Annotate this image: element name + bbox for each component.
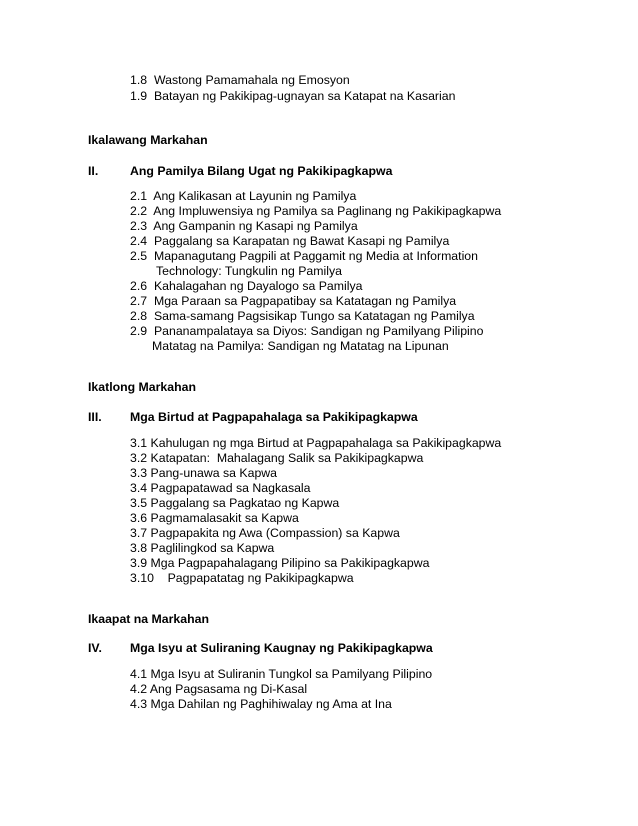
list-item [130, 481, 311, 496]
item-text: Ang Impluwensiya ng Pamilya sa Paglinang ng Pakikipagkapwa [153, 204, 502, 218]
item-text: Paglilingkod sa Kapwa [150, 541, 275, 555]
item-number: 3.3 [130, 466, 148, 480]
quarter-heading: Ikalawang Markahan [88, 133, 208, 147]
item-text: Katapatan: Mahalagang Salik sa Pakikipagkapwa [150, 451, 424, 465]
unit-title: Ang Pamilya Bilang Ugat ng Pakikipagkapwa [130, 164, 393, 178]
item-number: 4.2 [130, 682, 148, 696]
list-item [130, 309, 475, 324]
list-item [130, 294, 456, 309]
item-number: 4.1 [130, 667, 148, 681]
item-number: 2.6 [130, 279, 148, 293]
list-item [130, 73, 350, 88]
item-text: Pang-unawa sa Kapwa [150, 466, 278, 480]
list-item [130, 556, 429, 571]
list-item [130, 571, 354, 586]
item-text-continuation: Technology: Tungkulin ng Pamilya [156, 264, 342, 278]
list-item [130, 249, 478, 264]
item-number: 3.10 [130, 571, 154, 585]
item-number: 1.8 [130, 73, 148, 87]
item-text: Mga Pagpapahalagang Pilipino sa Pakikipagkapwa [150, 556, 430, 570]
list-item [130, 189, 356, 204]
item-text: Ang Gampanin ng Kasapi ng Pamilya [153, 219, 358, 233]
item-number: 3.5 [130, 496, 148, 510]
quarter-heading: Ikaapat na Markahan [88, 612, 209, 626]
list-item [130, 279, 362, 294]
item-text: Pagpapatatag ng Pakikipagkapwa [167, 571, 354, 585]
item-text: Kahulugan ng mga Birtud at Pagpapahalaga sa Pakikipagkapwa [150, 436, 502, 450]
list-item [130, 234, 449, 249]
item-number: 3.4 [130, 481, 148, 495]
item-number: 4.3 [130, 697, 148, 711]
item-number: 2.9 [130, 324, 148, 338]
item-number: 2.4 [130, 234, 148, 248]
list-item [130, 451, 423, 466]
item-text: Pagpapakita ng Awa (Compassion) sa Kapwa [150, 526, 400, 540]
item-number: 1.9 [130, 89, 148, 103]
list-item [130, 511, 299, 526]
item-text: Sama-samang Pagsisikap Tungo sa Katatagan ng Pamilya [153, 309, 475, 323]
list-item [130, 541, 274, 556]
unit-title: Mga Isyu at Suliraning Kaugnay ng Pakikipagkapwa [130, 641, 433, 655]
item-text: Mga Paraan sa Pagpapatibay sa Katatagan ng Pamilya [153, 294, 457, 308]
unit-roman-numeral: IV. [88, 641, 102, 655]
item-text: Paggalang sa Pagkatao ng Kapwa [150, 496, 340, 510]
item-number: 2.2 [130, 204, 148, 218]
item-number: 3.2 [130, 451, 148, 465]
item-number: 2.1 [130, 189, 148, 203]
unit-roman-numeral: III. [88, 410, 102, 424]
list-item [130, 436, 501, 451]
item-text: Paggalang sa Karapatan ng Bawat Kasapi ng Pamilya [153, 234, 450, 248]
item-number: 2.8 [130, 309, 148, 323]
quarter-heading: Ikatlong Markahan [88, 380, 196, 394]
list-item [130, 324, 483, 339]
item-text: Pagmamalasakit sa Kapwa [150, 511, 299, 525]
item-text: Kahalagahan ng Dayalogo sa Pamilya [153, 279, 363, 293]
item-text: Mga Isyu at Suliranin Tungkol sa Pamilyang Pilipino [150, 667, 433, 681]
item-text: Ang Pagsasama ng Di-Kasal [149, 682, 308, 696]
list-item [130, 667, 432, 682]
item-number: 3.8 [130, 541, 148, 555]
item-text: Mapanagutang Pagpili at Paggamit ng Media at Information [153, 249, 478, 263]
item-number: 3.1 [130, 436, 148, 450]
unit-title: Mga Birtud at Pagpapahalaga sa Pakikipagkapwa [130, 410, 418, 424]
item-number: 2.3 [130, 219, 148, 233]
item-number: 2.7 [130, 294, 148, 308]
item-text: Batayan ng Pakikipag-ugnayan sa Katapat na Kasarian [153, 89, 456, 103]
list-item [130, 219, 358, 234]
item-text: Mga Dahilan ng Paghihiwalay ng Ama at Ina [150, 697, 392, 711]
item-text-continuation: Matatag na Pamilya: Sandigan ng Matatag na Lipunan [152, 339, 449, 353]
list-item [130, 204, 501, 219]
unit-roman-numeral: II. [88, 164, 99, 178]
item-text: Ang Kalikasan at Layunin ng Pamilya [153, 189, 357, 203]
item-number: 3.7 [130, 526, 148, 540]
list-item [130, 466, 277, 481]
list-item [130, 89, 455, 104]
list-item [130, 682, 307, 697]
item-number: 3.6 [130, 511, 148, 525]
item-number: 2.5 [130, 249, 148, 263]
list-item [130, 697, 392, 712]
item-number: 3.9 [130, 556, 148, 570]
list-item [130, 496, 339, 511]
item-text: Wastong Pamamahala ng Emosyon [153, 73, 350, 87]
list-item [130, 526, 400, 541]
item-text: Pananampalataya sa Diyos: Sandigan ng Pamilyang Pilipino [153, 324, 484, 338]
item-text: Pagpapatawad sa Nagkasala [150, 481, 311, 495]
